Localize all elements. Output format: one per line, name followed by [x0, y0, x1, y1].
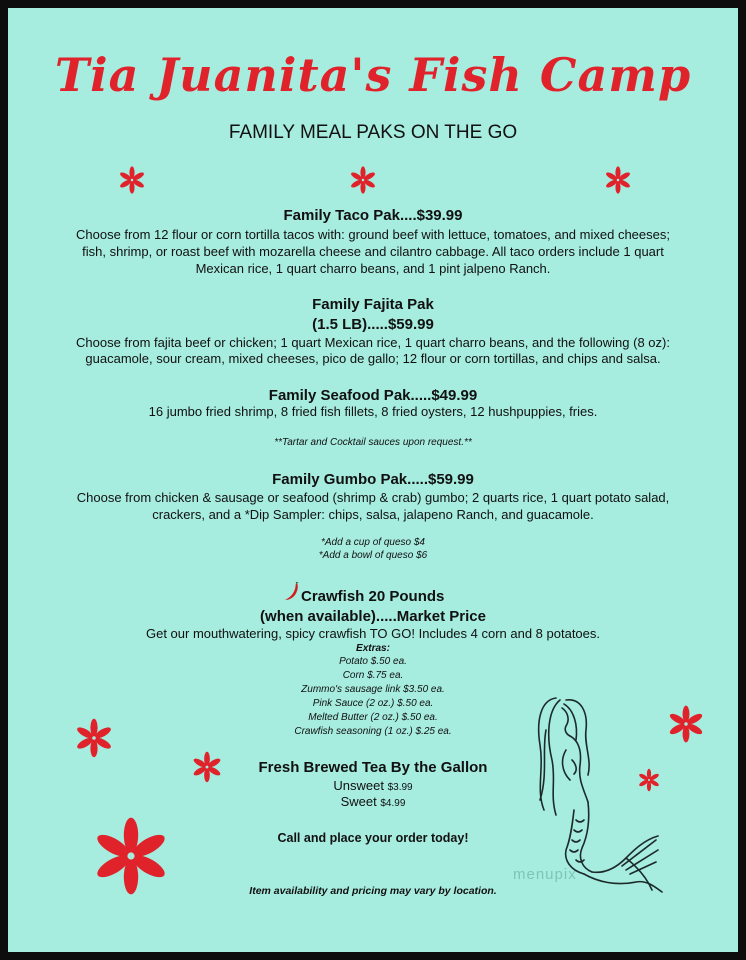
fajita-pak-heading: Family Fajita Pak	[312, 296, 434, 313]
seafood-pak-line: 16 jumbo fried shrimp, 8 fried fish fillets, 8 fried oysters, 12 hushpuppies, fries.	[148, 404, 598, 419]
gumbo-addon: *Add a cup of queso $4	[321, 537, 425, 548]
crawfish-line: Get our mouthwatering, spicy crawfish TO GO! Includes 4 corn and 8 potatoes.	[145, 626, 601, 641]
flower-icon	[346, 163, 380, 197]
crawfish-extra: Potato $.50 ea.	[339, 656, 407, 667]
tea-unsweet-price: $3.99	[387, 782, 413, 793]
flower-icon	[601, 163, 635, 197]
gumbo-pak-heading: Family Gumbo Pak.....$59.99	[272, 471, 474, 488]
crawfish-heading: Crawfish 20 Pounds	[301, 588, 445, 605]
crawfish-extra: Pink Sauce (2 oz.) $.50 ea.	[312, 698, 434, 709]
flower-icon	[115, 163, 149, 197]
chili-pepper-icon	[284, 582, 300, 602]
page-subtitle: FAMILY MEAL PAKS ON THE GO	[228, 122, 518, 143]
taco-pak-line: Mexican rice, 1 quart charro beans, and 1 pint jalpeno Ranch.	[195, 261, 551, 276]
gumbo-pak-line: Choose from chicken & sausage or seafood (shrimp & crab) gumbo; 2 quarts rice, 1 quart potato salad,	[76, 490, 670, 505]
gumbo-pak-line: crackers, and a *Dip Sampler: chips, salsa, jalapeno Ranch, and guacamole.	[152, 507, 594, 522]
taco-pak-heading: Family Taco Pak....$39.99	[283, 207, 463, 224]
tea-unsweet-label: Unsweet	[333, 778, 384, 793]
crawfish-extra: Zummo's sausage link $3.50 ea.	[301, 684, 445, 695]
availability-disclaimer: Item availability and pricing may vary by location.	[249, 885, 497, 897]
page-title: Tia Juanita's Fish Camp	[54, 48, 692, 102]
seafood-pak-note: **Tartar and Cocktail sauces upon request.**	[274, 437, 472, 448]
tea-sweet-label: Sweet	[340, 794, 377, 809]
crawfish-extra: Corn $.75 ea.	[342, 670, 404, 681]
taco-pak-line: fish, shrimp, or roast beef with mozarella cheese and cilantro cabbage. All taco orders include 1 quart	[82, 244, 664, 259]
watermark: menupix	[513, 866, 577, 883]
crawfish-price: (when available).....Market Price	[260, 608, 486, 625]
tea-heading: Fresh Brewed Tea By the Gallon	[258, 759, 488, 776]
seafood-pak-heading: Family Seafood Pak.....$49.99	[268, 387, 478, 404]
taco-pak-line: Choose from 12 flour or corn tortilla tacos with: ground beef with lettuce, tomatoes, and mixed cheeses;	[76, 227, 670, 242]
crawfish-extra: Crawfish seasoning (1 oz.) $.25 ea.	[294, 726, 452, 737]
fajita-pak-line: guacamole, sour cream, mixed cheeses, pico de gallo; 12 flour or corn tortillas, and chips and salsa.	[85, 351, 661, 366]
crawfish-extras-label: Extras:	[356, 643, 390, 654]
menu-page	[8, 8, 738, 952]
crawfish-extra: Melted Butter (2 oz.) $.50 ea.	[308, 712, 438, 723]
fajita-pak-line: Choose from fajita beef or chicken; 1 quart Mexican rice, 1 quart charro beans, and the following (8 oz):	[76, 335, 670, 350]
call-to-action: Call and place your order today!	[277, 831, 469, 845]
tea-sweet-price: $4.99	[380, 798, 406, 809]
gumbo-addon: *Add a bowl of queso $6	[318, 550, 428, 561]
fajita-pak-price: (1.5 LB).....$59.99	[312, 316, 434, 333]
